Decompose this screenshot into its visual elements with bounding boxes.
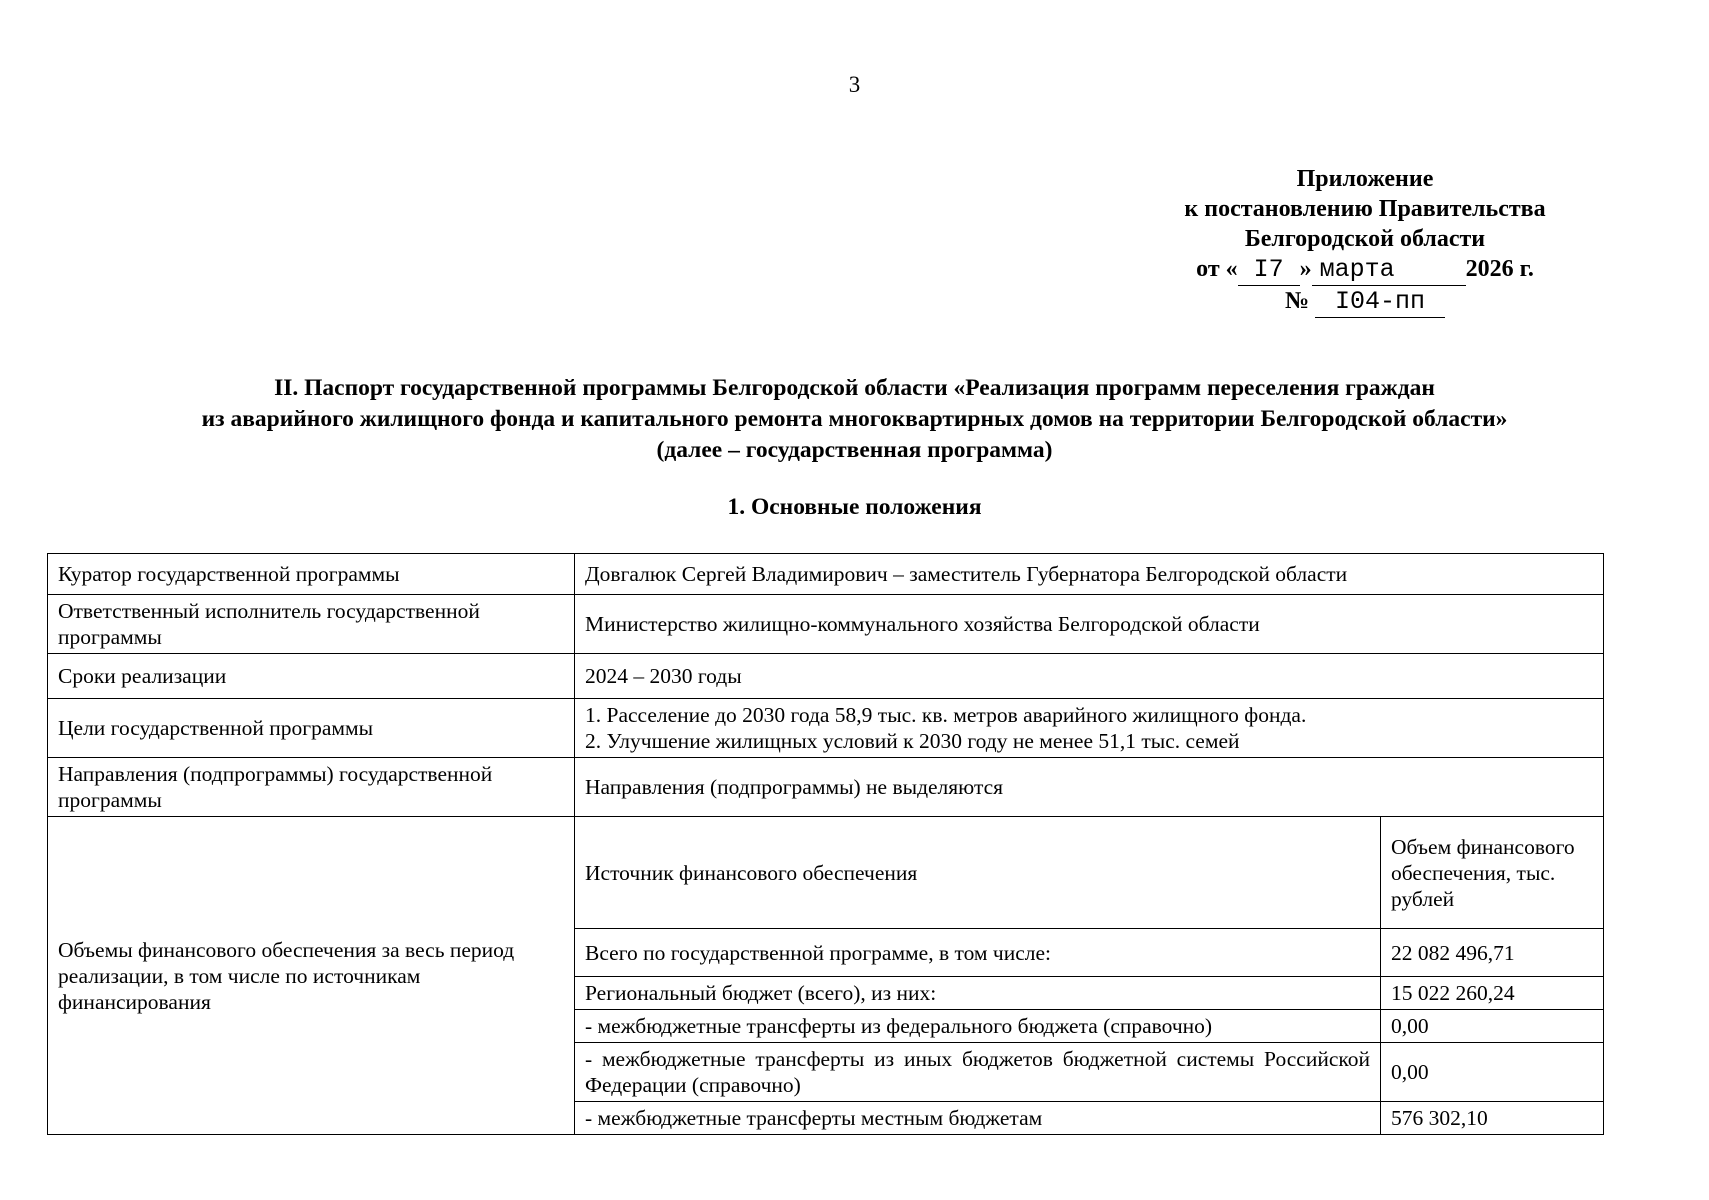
section-title: 1. Основные положения [727,494,982,520]
appendix-title: Приложение [1296,166,1434,192]
table-row-goals [48,699,1604,758]
finance-amount: 0,00 [1381,1043,1604,1102]
row-label: Цели государственной программы [48,699,575,758]
date-year: 2026 г. [1465,256,1534,282]
document-title-line-3: (далее – государственная программа) [656,437,1053,463]
finance-source: Региональный бюджет (всего), из них: [575,977,1381,1010]
table-row-curator [48,554,1604,595]
date-month: марта [1312,255,1466,286]
passport-table [47,553,1604,1135]
document-title-line-1: II. Паспорт государственной программы Белгородской области «Реализация программ переселения граждан [274,375,1435,401]
row-label: Куратор государственной программы [48,554,575,595]
goal-item: 1. Расселение до 2030 года 58,9 тыс. кв. метров аварийного жилищного фонда. [585,703,1307,727]
appendix-line-region: Белгородской области [1244,226,1486,252]
goal-item: 2. Улучшение жилищных условий к 2030 году не менее 51,1 тыс. семей [585,729,1240,753]
finance-source: - межбюджетные трансферты из иных бюджетов бюджетной системы Российской Федерации (справочно) [575,1043,1381,1102]
row-value: Министерство жилищно-коммунального хозяйства Белгородской области [575,595,1604,654]
document-title [0,373,1709,466]
finance-header-row [48,817,1604,929]
row-label: Сроки реализации [48,654,575,699]
table-row-directions [48,758,1604,817]
date-day: I7 [1238,255,1300,286]
date-prefix: от « [1196,256,1238,282]
row-value: Довгалюк Сергей Владимирович – заместитель Губернатора Белгородской области [575,554,1604,595]
number-prefix: № [1284,288,1310,314]
row-value: 2024 – 2030 годы [575,654,1604,699]
row-value: Направления (подпрограммы) не выделяются [575,758,1604,817]
row-label: Направления (подпрограммы) государственной программы [48,758,575,817]
finance-header-source: Источник финансового обеспечения [575,817,1381,929]
page-number: 3 [848,72,861,97]
row-value-goals [575,699,1604,758]
finance-amount: 22 082 496,71 [1381,929,1604,977]
document-number: I04-пп [1315,287,1445,318]
finance-label: Объемы финансового обеспечения за весь период реализации, в том числе по источникам финансирования [48,817,575,1135]
finance-source: - межбюджетные трансферты из федерального бюджета (справочно) [575,1010,1381,1043]
finance-amount: 15 022 260,24 [1381,977,1604,1010]
finance-amount: 576 302,10 [1381,1102,1604,1135]
finance-source: Всего по государственной программе, в том числе: [575,929,1381,977]
document-title-line-2: из аварийного жилищного фонда и капитального ремонта многоквартирных домов на территории Белгородской области» [201,406,1508,432]
appendix-number-line [1130,286,1600,318]
date-quote-close: » [1299,256,1312,282]
table-row-executor [48,595,1604,654]
table-row-period [48,654,1604,699]
row-label: Ответственный исполнитель государственной программы [48,595,575,654]
appendix-line-decree: к постановлению Правительства [1184,196,1546,222]
appendix-block [1130,164,1600,318]
finance-amount: 0,00 [1381,1010,1604,1043]
finance-header-amount: Объем финансового обеспечения, тыс. рублей [1381,817,1604,929]
finance-source: - межбюджетные трансферты местным бюджетам [575,1102,1381,1135]
appendix-date-line [1130,254,1600,286]
